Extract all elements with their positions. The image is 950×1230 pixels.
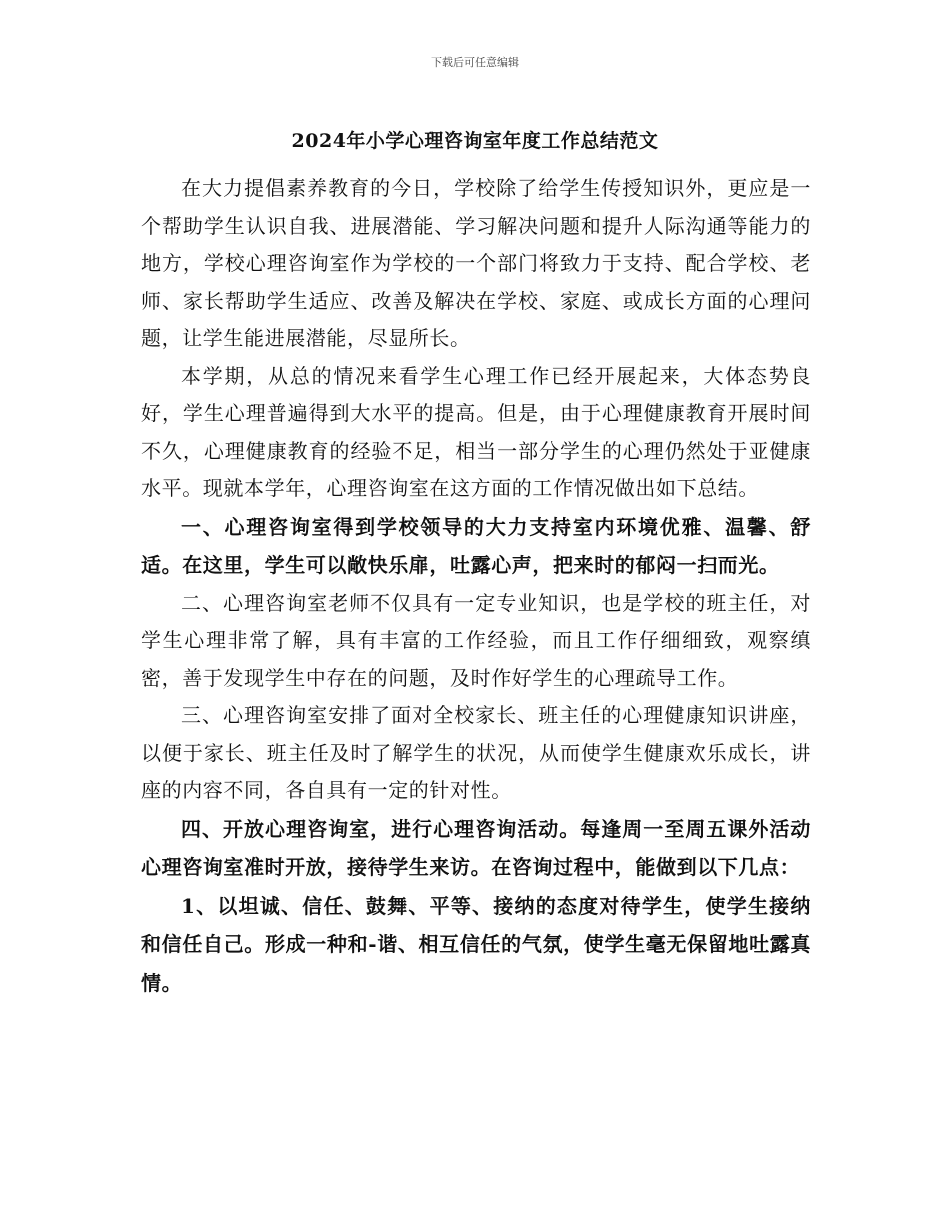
paragraph-6: 四、开放心理咨询室，进行心理咨询活动。每逢周一至周五课外活动心理咨询室准时开放，接待学生来访。在咨询过程中，能做到以下几点：: [141, 816, 811, 879]
paragraph-1: 在大力提倡素养教育的今日，学校除了给学生传授知识外，更应是一个帮助学生认识自我、进展潜能、学习解决问题和提升人际沟通等能力的地方，学校心理咨询室作为学校的一个部门将致力于支持、配合学校、老师、家长帮助学生适应、改善及解决在学校、家庭、或成长方面的心理问题，让学生能进展潜能，尽显所长。: [141, 176, 811, 350]
paragraph-3: 一、心理咨询室得到学校领导的大力支持室内环境优雅、温馨、舒适。在这里，学生可以敞快乐扉，吐露心声，把来时的郁闷一扫而光。: [141, 514, 811, 577]
document-title: 2024年小学心理咨询室年度工作总结范文: [291, 130, 659, 152]
paragraph-7: 1、以坦诚、信任、鼓舞、平等、接纳的态度对待学生，使学生接纳和信任自己。形成一种和-谐、相互信任的气氛，使学生毫无保留地吐露真情。: [141, 893, 811, 995]
paragraph-4: 二、心理咨询室老师不仅具有一定专业知识，也是学校的班主任，对学生心理非常了解，具有丰富的工作经验，而且工作仔细细致，观察缜密，善于发现学生中存在的问题，及时作好学生的心理疏导工作。: [141, 590, 811, 690]
document-body: [141, 170, 811, 1002]
paragraph-5: 三、心理咨询室安排了面对全校家长、班主任的心理健康知识讲座，以便于家长、班主任及时了解学生的状况，从而使学生健康欢乐成长，讲座的内容不同，各自具有一定的针对性。: [141, 703, 811, 802]
paragraph-2: 本学期，从总的情况来看学生心理工作已经开展起来，大体态势良好，学生心理普遍得到大水平的提高。但是，由于心理健康教育开展时间不久，心理健康教育的经验不足，相当一部分学生的心理仍然处于亚健康水平。现就本学年，心理咨询室在这方面的工作情况做出如下总结。: [141, 363, 811, 500]
page-header-note: 下载后可任意编辑: [431, 56, 519, 69]
